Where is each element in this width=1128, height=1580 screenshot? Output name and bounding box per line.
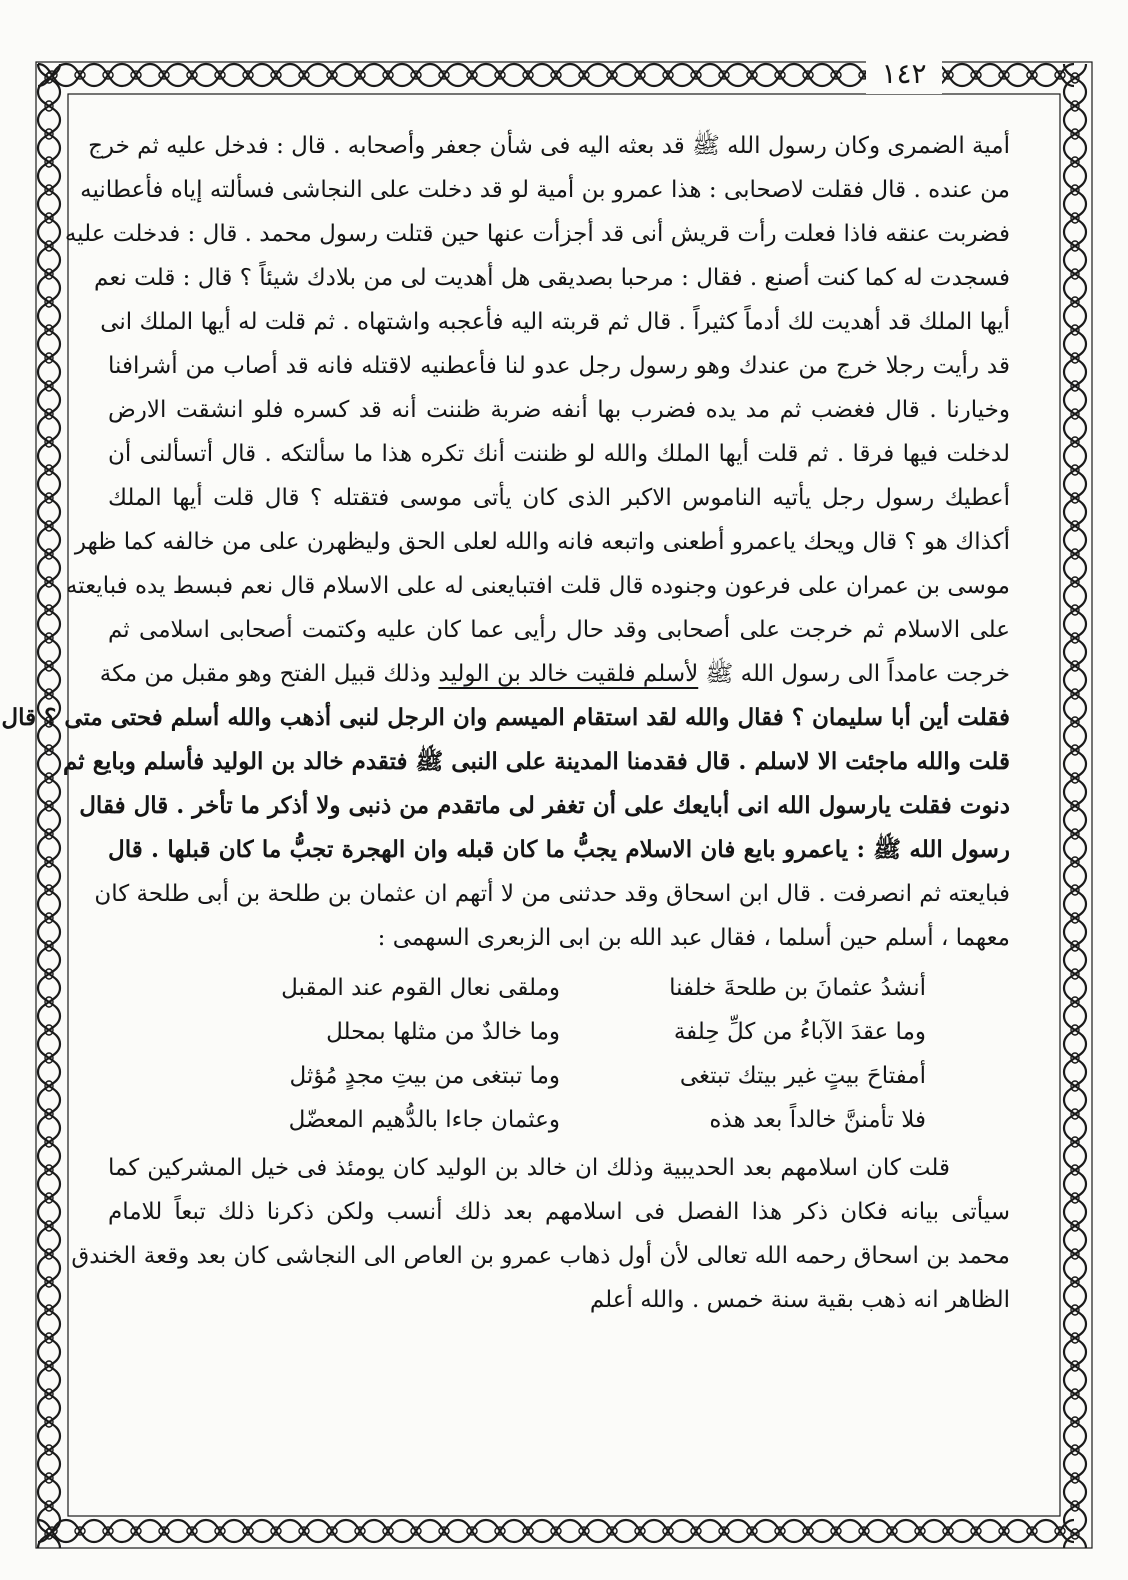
text-line: فسجدت له كما كنت أصنع . فقال : مرحبا بصديقى هل أهديت لى من بلادك شيئاً ؟ قال : قلت نعم bbox=[94, 265, 1010, 291]
text-line: وخيارنا . قال فغضب ثم مد يده فضرب بها أنفه ضربة ظننت أنه قد كسره فلو انشقت الارض bbox=[108, 397, 1010, 423]
text-line: أعطيك رسول رجل يأتيه الناموس الاكبر الذى كان يأتى موسى فتقتله ؟ قال قلت أيها الملك bbox=[108, 485, 1010, 511]
text-line: قلت كان اسلامهم بعد الحديبية وذلك ان خالد بن الوليد كان يومئذ فى خيل المشركين كما bbox=[108, 1155, 950, 1181]
verse-line bbox=[108, 1010, 1010, 1054]
text-line: أمية الضمرى وكان رسول الله ﷺ قد بعثه اليه فى شأن جعفر وأصحابه . قال : فدخل عليه ثم خرج bbox=[88, 133, 1010, 159]
text-line: من عنده . قال فقلت لاصحابى : هذا عمرو بن أمية لو قد دخلت على النجاشى فسألته إياه فأعطانيه bbox=[80, 177, 1010, 203]
poem-verses bbox=[108, 966, 1010, 1142]
verse-first-hemistich: وما عقدَ الآباءُ من كلِّ حِلفة bbox=[673, 1019, 926, 1045]
verse-second-hemistich: وعثمان جاءا بالدُّهيم المعضّل bbox=[288, 1107, 560, 1133]
verse-line bbox=[108, 966, 1010, 1010]
text-line: على الاسلام ثم خرجت على أصحابى وقد حال رأيى عما كان عليه وكتمت أصحابى اسلامى ثم bbox=[108, 617, 1010, 643]
text-line: فضربت عنقه فاذا فعلت رأت قريش أنى قد أجزأت عنها حين قتلت رسول محمد . قال : فدخلت عليه bbox=[64, 221, 1010, 247]
text-line: رسول الله ﷺ : ياعمرو بايع فان الاسلام يجبُّ ما كان قبله وان الهجرة تجبُّ ما كان قبلها . قال bbox=[108, 836, 1010, 863]
paragraph-commentary bbox=[71, 1146, 1010, 1322]
text-segment: خرجت عامداً الى رسول الله ﷺ bbox=[698, 661, 1010, 687]
verse-first-hemistich: فلا تأمننَّ خالداً بعد هذه bbox=[709, 1107, 926, 1133]
text-line-underlined bbox=[99, 652, 1010, 696]
verse-line bbox=[108, 1054, 1010, 1098]
verse-line bbox=[108, 1098, 1010, 1142]
text-line: معهما ، أسلم حين أسلما ، فقال عبد الله بن ابى الزبعرى السهمى : bbox=[377, 925, 1010, 951]
text-line: سيأتى بيانه فكان ذكر هذا الفصل فى اسلامهم بعد ذلك أنسب ولكن ذكرنا ذلك تبعاً للامام bbox=[108, 1199, 1010, 1225]
verse-first-hemistich: أنشدُ عثمانَ بن طلحةَ خلفنا bbox=[669, 975, 926, 1001]
page-number: ١٤٢ bbox=[866, 54, 942, 94]
verse-second-hemistich: وما خالدٌ من مثلها بمحلل bbox=[326, 1019, 560, 1045]
text-line: فبايعته ثم انصرفت . قال ابن اسحاق وقد حدثنى من لا أتهم ان عثمان بن طلحة بن أبى طلحة كان bbox=[94, 881, 1010, 907]
verse-first-hemistich: أمفتاحَ بيتٍ غير بيتك تبتغى bbox=[679, 1063, 926, 1089]
text-line: الظاهر انه ذهب بقية سنة خمس . والله أعلم bbox=[589, 1287, 1010, 1313]
text-line: أكذاك هو ؟ قال ويحك ياعمرو أطعنى واتبعه فانه والله لعلى الحق وليظهرن على من خالفه كما ظهر bbox=[74, 529, 1010, 555]
text-line: دنوت فقلت يارسول الله انى أبايعك على أن تغفر لى ماتقدم من ذنبى ولا أذكر ما تأخر . قال فقال bbox=[79, 792, 1010, 819]
verse-second-hemistich: وما تبتغى من بيتِ مجدٍ مُؤثل bbox=[289, 1063, 560, 1089]
verse-second-hemistich: وملقى نعال القوم عند المقبل bbox=[281, 975, 560, 1001]
text-line: أيها الملك قد أهديت لك أدماً كثيراً . قال ثم قربته اليه فأعجبه واشتهاه . ثم قلت له أيها الملك انى bbox=[100, 309, 1010, 335]
text-line: فقلت أين أبا سليمان ؟ فقال والله لقد استقام الميسم وان الرجل لنبى أذهب والله أسلم فحتى متى ؟ قال bbox=[1, 704, 1010, 731]
page-text bbox=[1, 124, 1010, 1494]
text-line: لدخلت فيها فرقا . ثم قلت أيها الملك والله لو ظننت أنك تكره هذا ما سألتكه . قال أتسألنى أن bbox=[108, 441, 1010, 467]
text-line: موسى بن عمران على فرعون وجنوده قال قلت افتبايعنى له على الاسلام قال نعم فبسط يده فبايعته bbox=[65, 573, 1010, 599]
underlined-phrase: لأسلم فلقيت خالد بن الوليد bbox=[438, 661, 699, 687]
text-line: محمد بن اسحاق رحمه الله تعالى لأن أول ذهاب عمرو بن العاص الى النجاشى كان بعد وقعة الخندق bbox=[71, 1243, 1010, 1269]
text-line: قلت والله ماجئت الا لاسلم . قال فقدمنا المدينة على النبى ﷺ فتقدم خالد بن الوليد فأسلم وبايع ثم bbox=[63, 748, 1010, 775]
text-segment: وذلك قبيل الفتح وهو مقبل من مكة bbox=[99, 661, 439, 687]
paragraph-narrative bbox=[1, 124, 1010, 960]
text-line: قد رأيت رجلا خرج من عندك وهو رسول رجل عدو لنا فأعطنيه لاقتله فانه قد أصاب من أشرافنا bbox=[108, 353, 1010, 379]
